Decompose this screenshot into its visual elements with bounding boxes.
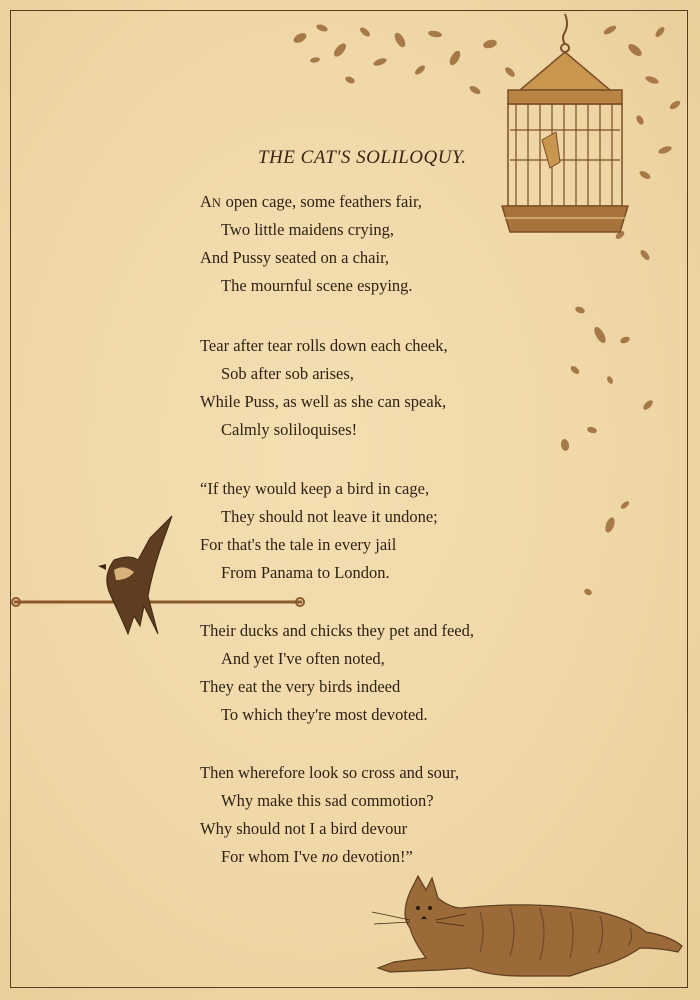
- poem-line: And Pussy seated on a chair,: [200, 248, 390, 267]
- poem-line: They eat the very birds indeed: [200, 677, 401, 696]
- stanza-3: [200, 475, 438, 587]
- poem-line: For whom I've no devotion!”: [221, 847, 413, 866]
- poem-line: “If they would keep a bird in cage,: [200, 479, 430, 498]
- stanza-1: [200, 188, 422, 300]
- poem-line: And yet I've often noted,: [221, 649, 385, 668]
- poem-line: Calmly soliloquises!: [221, 420, 358, 439]
- poem-line: They should not leave it undone;: [221, 507, 438, 526]
- poem-line: The mournful scene espying.: [221, 276, 413, 295]
- poem-line: To which they're most devoted.: [221, 705, 428, 724]
- poem-line: Sob after sob arises,: [221, 364, 354, 383]
- poem-title: THE CAT'S SOLILOQUY.: [258, 147, 467, 168]
- poem-line: AN open cage, some feathers fair,: [200, 192, 422, 211]
- poem-line: Why should not I a bird devour: [200, 819, 408, 838]
- stanza-2: [200, 332, 448, 444]
- poem-line: While Puss, as well as she can speak,: [200, 392, 447, 411]
- stanza-5: [200, 759, 459, 871]
- cat-illustration: [370, 872, 690, 984]
- poem-line: Then wherefore look so cross and sour,: [200, 763, 460, 782]
- poem-line: Two little maidens crying,: [221, 220, 394, 239]
- stanza-4: [200, 617, 474, 729]
- poem-line: From Panama to London.: [221, 563, 390, 582]
- poem-line: Tear after tear rolls down each cheek,: [200, 336, 448, 355]
- poem-line: Their ducks and chicks they pet and feed,: [200, 621, 474, 640]
- poem-line: Why make this sad commotion?: [221, 791, 434, 810]
- poem-line: For that's the tale in every jail: [200, 535, 397, 554]
